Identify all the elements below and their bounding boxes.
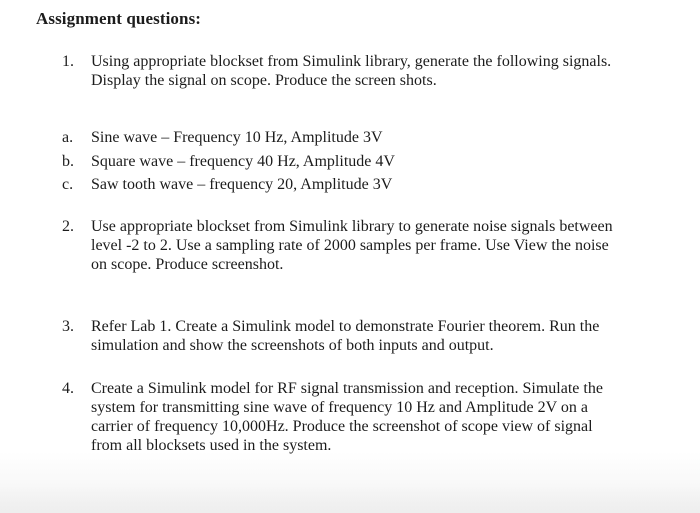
question-3-text <box>91 317 599 355</box>
question-1-subitem-a <box>62 128 383 147</box>
question-2-line-1: Use appropriate blockset from Simulink library to generate noise signals between <box>91 218 613 235</box>
question-4-line-4: from all blocksets used in the system. <box>91 437 332 454</box>
question-1-line-2: Display the signal on scope. Produce the screen shots. <box>91 72 437 89</box>
question-4-text <box>91 379 603 455</box>
subitem-a-text: Sine wave – Frequency 10 Hz, Amplitude 3V <box>91 129 383 146</box>
question-1-subitem-b <box>62 152 395 171</box>
question-1-text <box>91 52 611 90</box>
subitem-c-text: Saw tooth wave – frequency 20, Amplitude 3V <box>91 176 393 193</box>
question-2-line-3: on scope. Produce screenshot. <box>91 256 284 273</box>
subitem-b-mark: b. <box>62 153 74 170</box>
subitem-b-text: Square wave – frequency 40 Hz, Amplitude 4V <box>91 153 395 170</box>
question-4-number: 4. <box>62 380 74 397</box>
question-3-number: 3. <box>62 318 74 335</box>
question-4-line-3: carrier of frequency 10,000Hz. Produce the screenshot of scope view of signal <box>91 418 593 435</box>
question-2-number: 2. <box>62 218 74 235</box>
question-3-line-1: Refer Lab 1. Create a Simulink model to demonstrate Fourier theorem. Run the <box>91 318 600 335</box>
question-2-text <box>91 217 613 274</box>
question-4-line-1: Create a Simulink model for RF signal transmission and reception. Simulate the <box>91 380 603 397</box>
question-1-number: 1. <box>62 53 74 70</box>
question-2-line-2: level -2 to 2. Use a sampling rate of 2000 samples per frame. Use View the noise <box>91 237 609 254</box>
assignment-heading: Assignment questions: <box>36 9 202 28</box>
subitem-a-mark: a. <box>62 129 74 146</box>
subitem-c-mark: c. <box>62 176 74 193</box>
question-3-line-2: simulation and show the screenshots of both inputs and output. <box>91 337 494 354</box>
question-1-line-1: Using appropriate blockset from Simulink library, generate the following signals. <box>91 53 612 70</box>
question-4-line-2: system for transmitting sine wave of frequency 10 Hz and Amplitude 2V on a <box>91 399 588 416</box>
question-1-subitem-c <box>62 175 392 194</box>
bottom-shadow <box>0 485 700 513</box>
light-glare <box>612 140 682 210</box>
